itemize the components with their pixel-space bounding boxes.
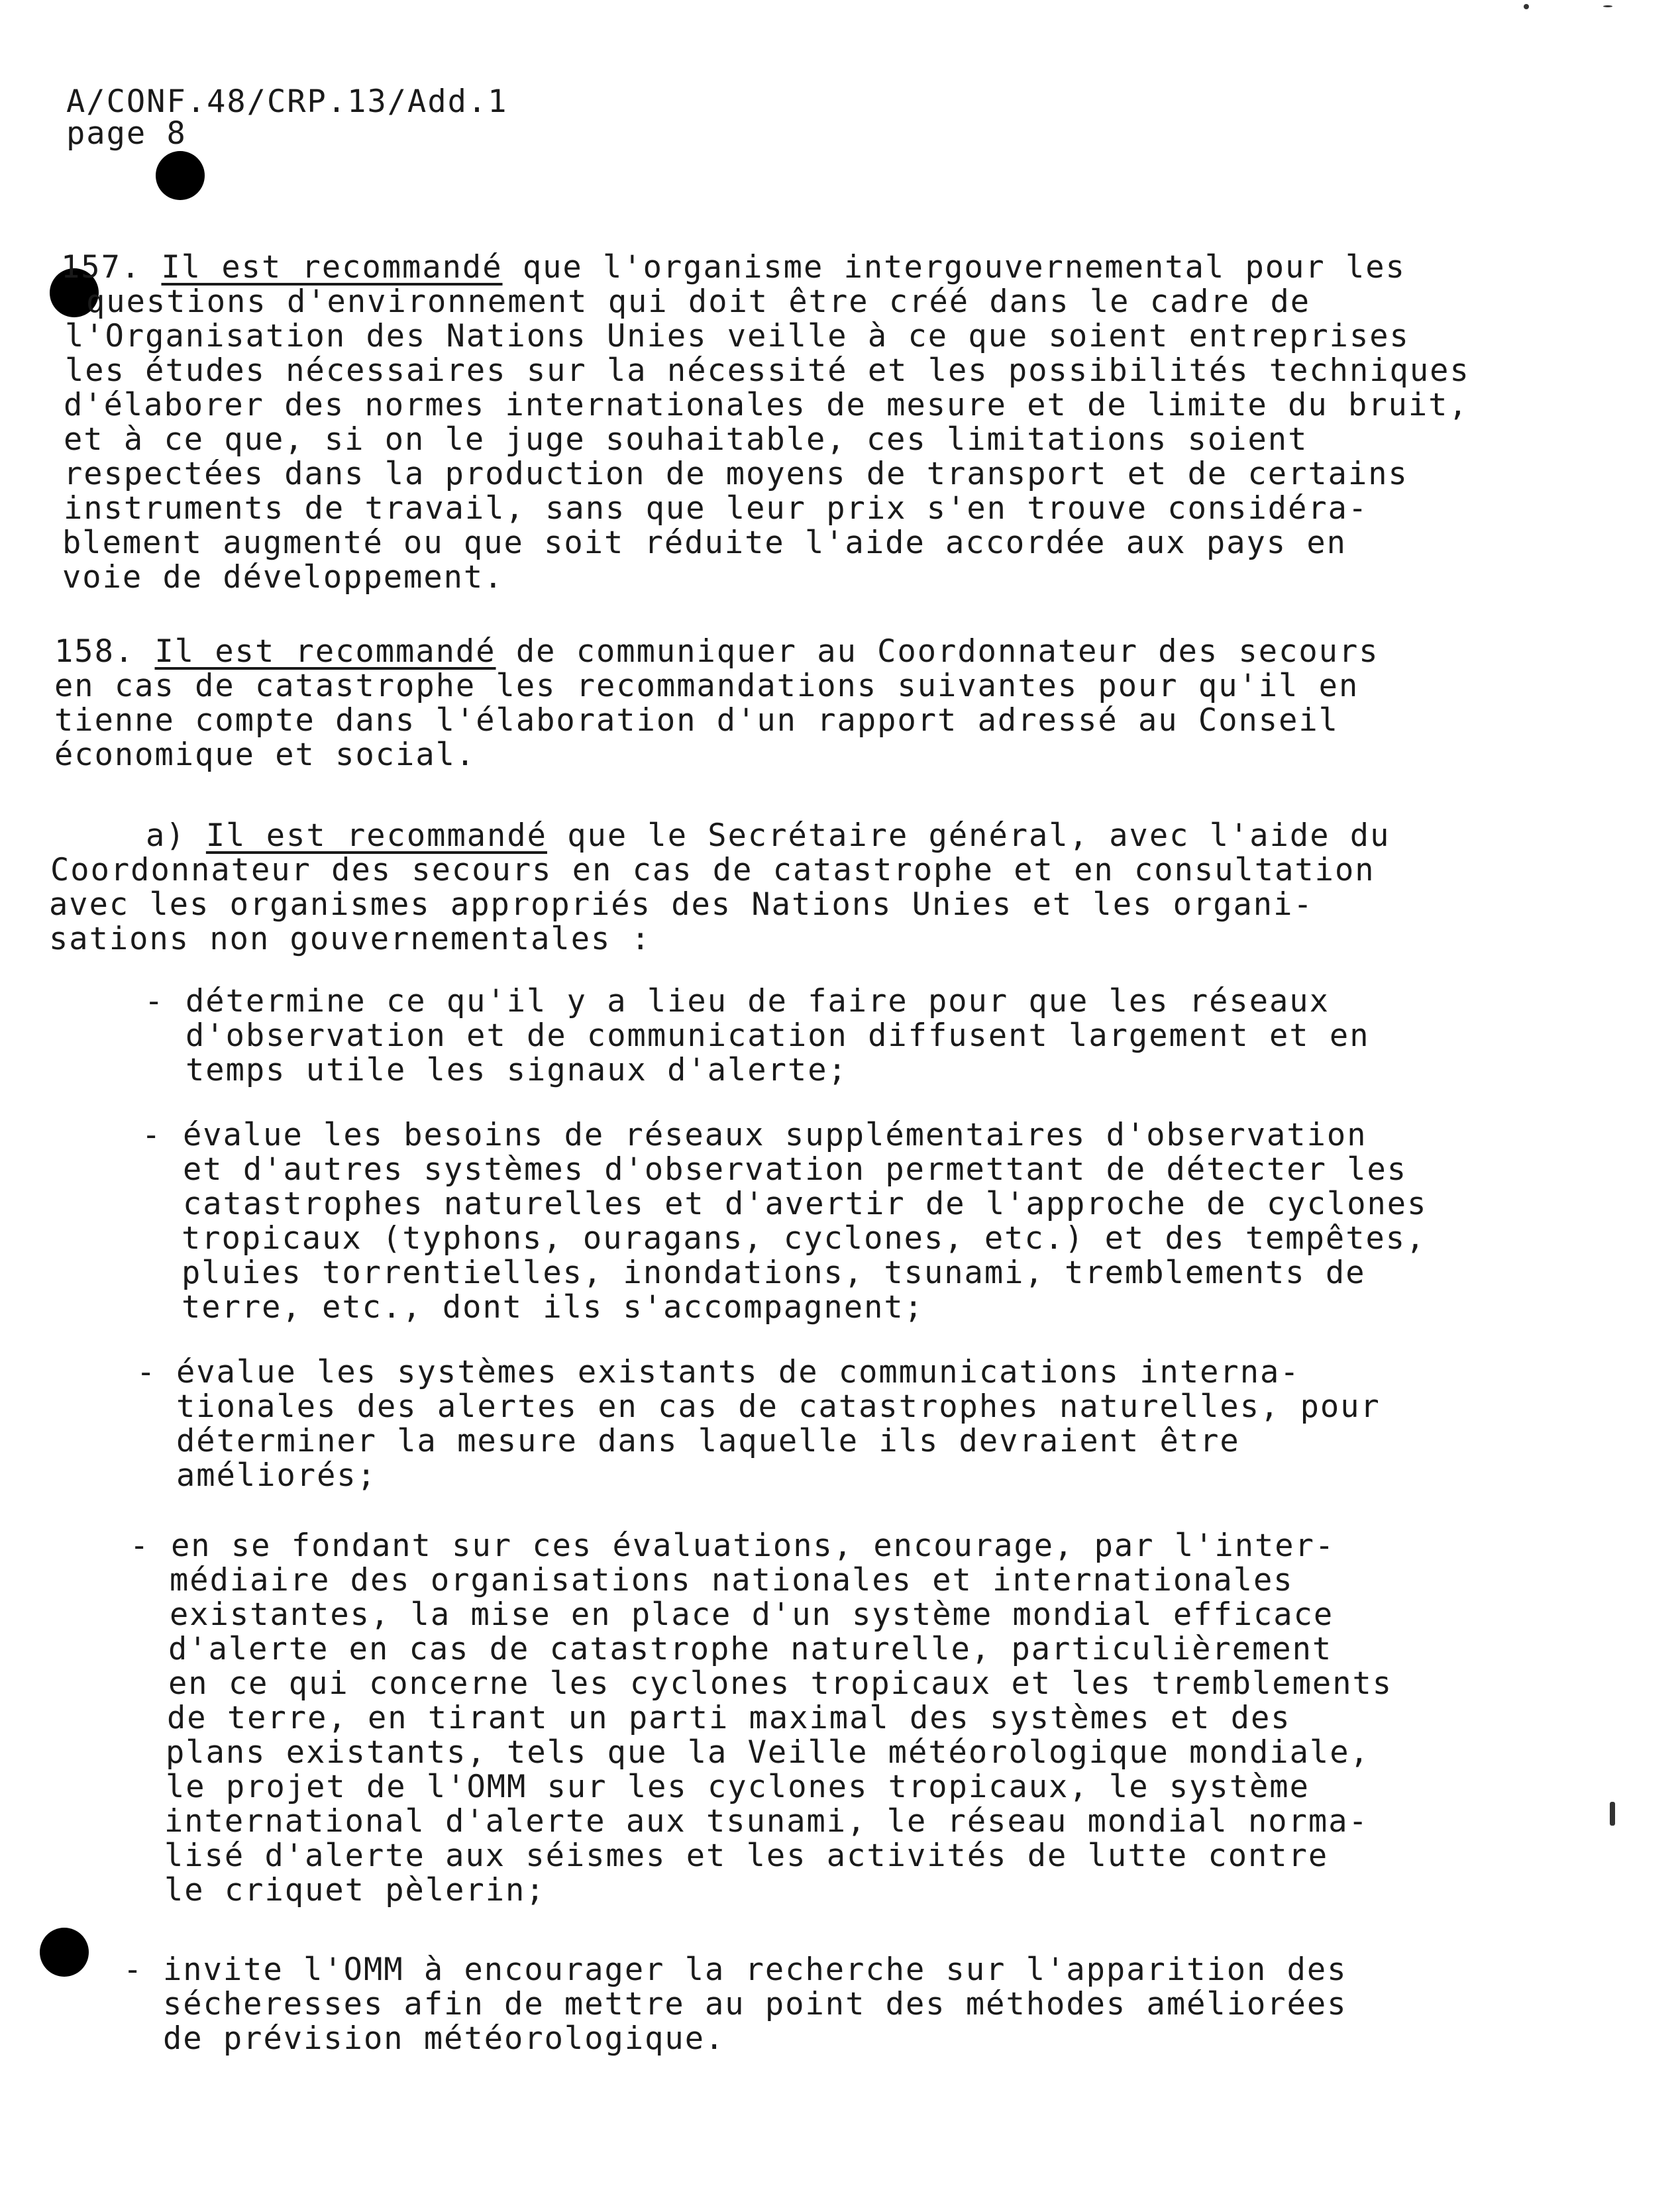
- bullet-4-line-9: international d'alerte aux tsunami, le réseau mondial norma-: [164, 1803, 1369, 1840]
- recommendation-phrase: Il est recommandé: [154, 633, 496, 670]
- bullet-4-line-6: de terre, en tirant un parti maximal des systèmes et des: [167, 1700, 1291, 1736]
- bullet-dash: -: [136, 1354, 157, 1390]
- bullet-4-line-3: existantes, la mise en place d'un système mondial efficace: [170, 1596, 1334, 1633]
- bullet-4-line-8: le projet de l'OMM sur les cyclones tropicaux, le système: [166, 1769, 1310, 1805]
- paragraph-157-line-7: respectées dans la production de moyens de transport et de certains: [64, 456, 1408, 492]
- paragraph-157-line-4: les études nécessaires sur la nécessité et les possibilités techniques: [65, 352, 1470, 389]
- bullet-2-line-4: tropicaux (typhons, ouragans, cyclones, etc.) et des tempêtes,: [182, 1220, 1426, 1257]
- bullet-2-line-3: catastrophes naturelles et d'avertir de l'approche de cyclones: [183, 1186, 1428, 1222]
- punch-hole-bottom: [40, 1928, 89, 1977]
- bullet-4-line-1: en se fondant sur ces évaluations, encourage, par l'inter-: [171, 1528, 1336, 1564]
- scan-speck: [1610, 1802, 1615, 1826]
- bullet-5-line-1: invite l'OMM à encourager la recherche sur l'apparition des: [163, 1952, 1347, 1988]
- bullet-2-line-6: terre, etc., dont ils s'accompagnent;: [182, 1289, 924, 1326]
- punch-hole-top: [156, 151, 205, 200]
- bullet-4-line-2: médiaire des organisations nationales et internationales: [170, 1562, 1294, 1598]
- bullet-dash: -: [144, 983, 165, 1019]
- bullet-1-line-2: d'observation et de communication diffusent largement et en: [185, 1017, 1370, 1054]
- bullet-dash: -: [142, 1117, 162, 1153]
- bullet-dash: -: [123, 1952, 144, 1988]
- paragraph-157-line-5: d'élaborer des normes internationales de mesure et de limite du bruit,: [64, 387, 1469, 423]
- bullet-5-line-3: de prévision météorologique.: [163, 2020, 725, 2057]
- item-label: a): [146, 817, 186, 854]
- paragraph-158-line-2: en cas de catastrophe les recommandations suivantes pour qu'il en: [54, 668, 1359, 704]
- recommendation-phrase: Il est recommandé: [161, 249, 503, 286]
- bullet-4-line-10: lisé d'alerte aux séismes et les activités de lutte contre: [164, 1838, 1329, 1874]
- scan-speck: [1603, 5, 1612, 7]
- document-symbol: A/CONF.48/CRP.13/Add.1: [66, 83, 508, 120]
- bullet-4-line-4: d'alerte en cas de catastrophe naturelle, particulièrement: [168, 1631, 1333, 1667]
- paragraph-158-line-4: économique et social.: [54, 737, 476, 773]
- subparagraph-a-line-4: sations non gouvernementales :: [49, 921, 651, 957]
- subparagraph-a-line-1: a) Il est recommandé que le Secrétaire général, avec l'aide du: [146, 817, 1391, 854]
- page-number: page 8: [66, 115, 187, 152]
- paragraph-157-line-8: instruments de travail, sans que leur prix s'en trouve considéra-: [64, 490, 1369, 527]
- bullet-3-line-4: améliorés;: [176, 1457, 377, 1494]
- bullet-3-line-3: déterminer la mesure dans laquelle ils devraient être: [176, 1423, 1240, 1459]
- paragraph-158-line-1: 158. Il est recommandé de communiquer au Coordonnateur des secours: [54, 633, 1379, 670]
- bullet-2-line-5: pluies torrentielles, inondations, tsunami, tremblements de: [182, 1255, 1366, 1291]
- bullet-3-line-1: évalue les systèmes existants de communications interna-: [176, 1354, 1300, 1390]
- paragraph-157-line-2: questions d'environnement qui doit être créé dans le cadre de: [86, 284, 1311, 320]
- bullet-dash: -: [130, 1528, 150, 1564]
- paragraph-number: 158.: [54, 633, 135, 670]
- subparagraph-a-line-3: avec les organismes appropriés des Nations Unies et les organi-: [49, 886, 1314, 923]
- bullet-5-line-2: sécheresses afin de mettre au point des méthodes améliorées: [163, 1986, 1347, 2022]
- paragraph-157-line-6: et à ce que, si on le juge souhaitable, ces limitations soient: [64, 421, 1308, 458]
- recommendation-phrase: Il est recommandé: [205, 817, 547, 854]
- paragraph-157-line-10: voie de développement.: [62, 559, 504, 596]
- bullet-1-line-1: détermine ce qu'il y a lieu de faire pour que les réseaux: [185, 983, 1330, 1019]
- scan-speck: [1524, 4, 1529, 9]
- bullet-2-line-2: et d'autres systèmes d'observation permettant de détecter les: [183, 1151, 1408, 1188]
- paragraph-157-line-1: 157. Il est recommandé que l'organisme intergouvernemental pour les: [61, 249, 1406, 286]
- bullet-4-line-11: le criquet pèlerin;: [164, 1872, 546, 1908]
- paragraph-number: 157.: [61, 249, 142, 286]
- bullet-2-line-1: évalue les besoins de réseaux supplémentaires d'observation: [183, 1117, 1367, 1153]
- bullet-3-line-2: tionales des alertes en cas de catastrophes naturelles, pour: [176, 1388, 1381, 1425]
- subparagraph-a-line-2: Coordonnateur des secours en cas de catastrophe et en consultation: [50, 852, 1375, 888]
- paragraph-157-line-9: blement augmenté ou que soit réduite l'aide accordée aux pays en: [62, 525, 1347, 561]
- bullet-1-line-3: temps utile les signaux d'alerte;: [185, 1052, 848, 1088]
- bullet-4-line-7: plans existants, tels que la Veille météorologique mondiale,: [166, 1734, 1370, 1771]
- bullet-4-line-5: en ce qui concerne les cyclones tropicaux et les tremblements: [168, 1665, 1393, 1702]
- paragraph-157-line-3: l'Organisation des Nations Unies veille à ce que soient entreprises: [65, 318, 1410, 354]
- paragraph-158-line-3: tienne compte dans l'élaboration d'un rapport adressé au Conseil: [54, 702, 1339, 739]
